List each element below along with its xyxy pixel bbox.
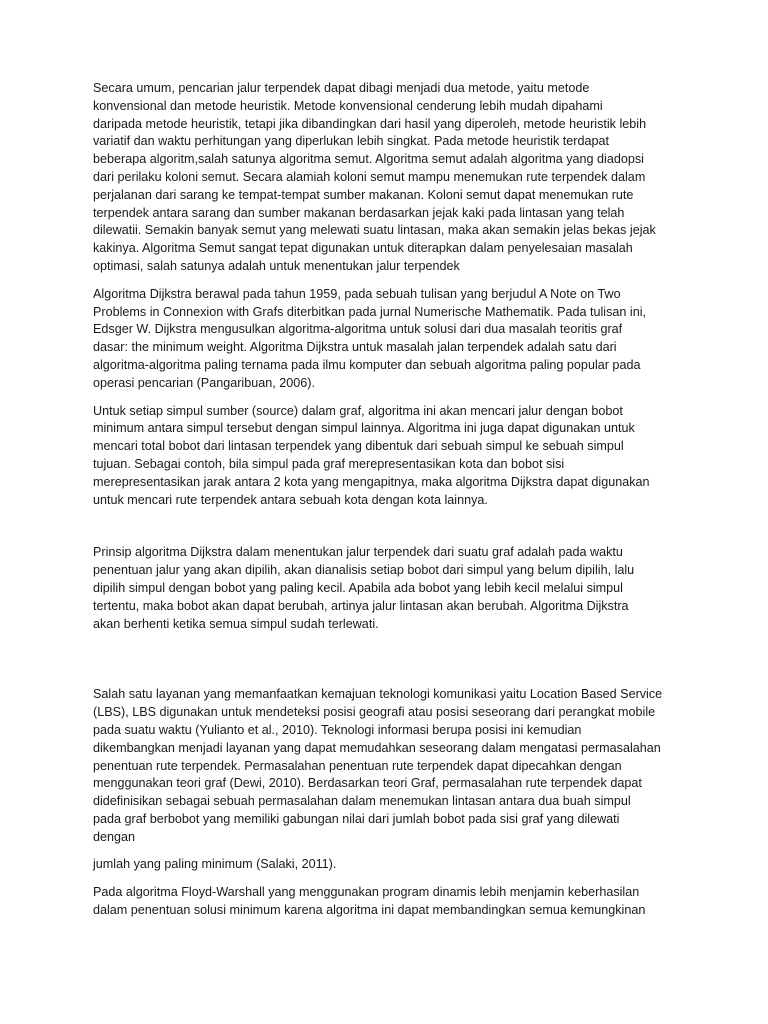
text-line: dalam penentuan solusi minimum karena algoritma ini dapat membandingkan semua kemungkinan xyxy=(93,903,646,918)
text-line: beberapa algoritm,salah satunya algoritma semut. Algoritma semut adalah algoritma yang diadopsi xyxy=(93,152,644,167)
text-line: pada suatu waktu (Yulianto et al., 2010). Teknologi informasi berupa posisi ini kemudian xyxy=(93,722,582,737)
text-line: algoritma-algoritma paling ternama pada ilmu komputer dan sebuah algoritma paling popular pada xyxy=(93,357,641,372)
text-line: dikembangkan menjadi layanan yang dapat memudahkan seseorang dalam mengatasi permasalahan xyxy=(93,740,661,755)
paragraph-dijkstra-history xyxy=(93,286,710,393)
text-line: Algoritma Dijkstra berawal pada tahun 1959, pada sebuah tulisan yang berjudul A Note on Two xyxy=(93,286,621,301)
text-line: Prinsip algoritma Dijkstra dalam menentukan jalur terpendek dari suatu graf adalah pada waktu xyxy=(93,545,623,560)
text-line: dasar: the minimum weight. Algoritma Dijkstra untuk masalah jalan terpendek adalah satu dari xyxy=(93,340,617,355)
paragraph-dijkstra-principle xyxy=(93,544,710,633)
text-line: Pada algoritma Floyd-Warshall yang menggunakan program dinamis lebih menjamin keberhasilan xyxy=(93,885,640,900)
text-line: Salah satu layanan yang memanfaatkan kemajuan teknologi komunikasi yaitu Location Based Service xyxy=(93,687,663,702)
text-line: penentuan jalur yang akan dipilih, akan dianalisis setiap bobot dari simpul yang belum dipilih, lalu xyxy=(93,563,635,578)
text-line: dipilih simpul dengan bobot yang paling kecil. Apabila ada bobot yang lebih kecil melalui simpul xyxy=(93,580,623,595)
text-line: tertentu, maka bobot akan dapat berubah, artinya jalur lintasan akan berubah. Algoritma Dijkstra xyxy=(93,598,629,613)
paragraph-dijkstra-description xyxy=(93,403,710,510)
text-line: daripada metode heuristik, tetapi jika dibandingkan dari hasil yang diperoleh, metode heuristik lebih xyxy=(93,116,647,131)
text-line: didefinisikan sebagai sebuah permasalahan dalam menemukan lintasan antara dua buah simpul xyxy=(93,794,631,809)
text-line: (LBS), LBS digunakan untuk mendeteksi posisi geografi atau posisi seseorang dari perangkat mobile xyxy=(93,705,656,720)
text-line: Secara umum, pencarian jalur terpendek dapat dibagi menjadi dua metode, yaitu metode xyxy=(93,81,590,95)
text-line: minimum antara simpul tersebut dengan simpul lainnya. Algoritma ini juga dapat digunakan untuk xyxy=(93,421,635,436)
text-line: jumlah yang paling minimum (Salaki, 2011). xyxy=(93,857,337,872)
text-line: merepresentasikan jarak antara 2 kota yang mengapitnya, maka algoritma Dijkstra dapat digunakan xyxy=(93,474,650,489)
text-line: mencari total bobot dari lintasan terpendek yang dibentuk dari sebuah simpul ke sebuah simpul xyxy=(93,439,624,454)
text-line: untuk mencari rute terpendek antara sebuah kota dengan kota lainnya. xyxy=(93,492,488,507)
paragraph-ant-algorithm xyxy=(93,80,710,276)
text-line: optimasi, salah satunya adalah untuk menentukan jalur terpendek xyxy=(93,258,460,273)
text-line: operasi pencarian (Pangaribuan, 2006). xyxy=(93,375,315,390)
text-line: Problems in Connexion with Grafs diterbitkan pada jurnal Numerische Mathematik. Pada tulisan ini, xyxy=(93,304,646,319)
text-line: dari perilaku koloni semut. Secara alamiah koloni semut mampu menemukan rute terpendek dalam xyxy=(93,169,646,184)
text-line: tujuan. Sebagai contoh, bila simpul pada graf merepresentasikan kota dan bobot sisi xyxy=(93,456,565,471)
text-line: Untuk setiap simpul sumber (source) dalam graf, algoritma ini akan mencari jalur dengan bobot xyxy=(93,403,623,418)
paragraph-floyd-warshall xyxy=(93,884,710,920)
text-line: pada graf berbobot yang memiliki gabungan nilai dari jumlah bobot pada sisi graf yang dilewati xyxy=(93,811,620,826)
paragraph-lbs xyxy=(93,686,710,846)
text-line: perjalanan dari sarang ke tempat-tempat sumber makanan. Koloni semut dapat menemukan rute xyxy=(93,187,634,202)
paragraph-lbs-continued xyxy=(93,856,710,874)
text-line: akan berhenti ketika semua simpul sudah terlewati. xyxy=(93,616,379,631)
text-line: dengan xyxy=(93,829,136,844)
text-line: menggunakan teori graf (Dewi, 2010). Berdasarkan teori Graf, permasalahan rute terpendek dapat xyxy=(93,776,642,791)
text-line: penentuan rute terpendek. Permasalahan penentuan rute terpendek dapat dipecahkan dengan xyxy=(93,758,622,773)
text-line: konvensional dan metode heuristik. Metode konvensional cenderung lebih mudah dipahami xyxy=(93,98,603,113)
text-line: dilewatii. Semakin banyak semut yang melewati suatu lintasan, maka akan semakin jelas bekas jejak xyxy=(93,223,656,238)
text-line: variatif dan waktu perhitungan yang diperlukan lebih singkat. Pada metode heuristik terdapat xyxy=(93,134,609,149)
text-line: kakinya. Algoritma Semut sangat tepat digunakan untuk diterapkan dalam penyelesaian masalah xyxy=(93,241,633,256)
text-line: terpendek antara sarang dan sumber makanan berdasarkan jejak kaki pada lintasan yang telah xyxy=(93,205,625,220)
text-line: Edsger W. Dijkstra mengusulkan algoritma-algoritma untuk solusi dari dua masalah teoritis graf xyxy=(93,322,623,337)
